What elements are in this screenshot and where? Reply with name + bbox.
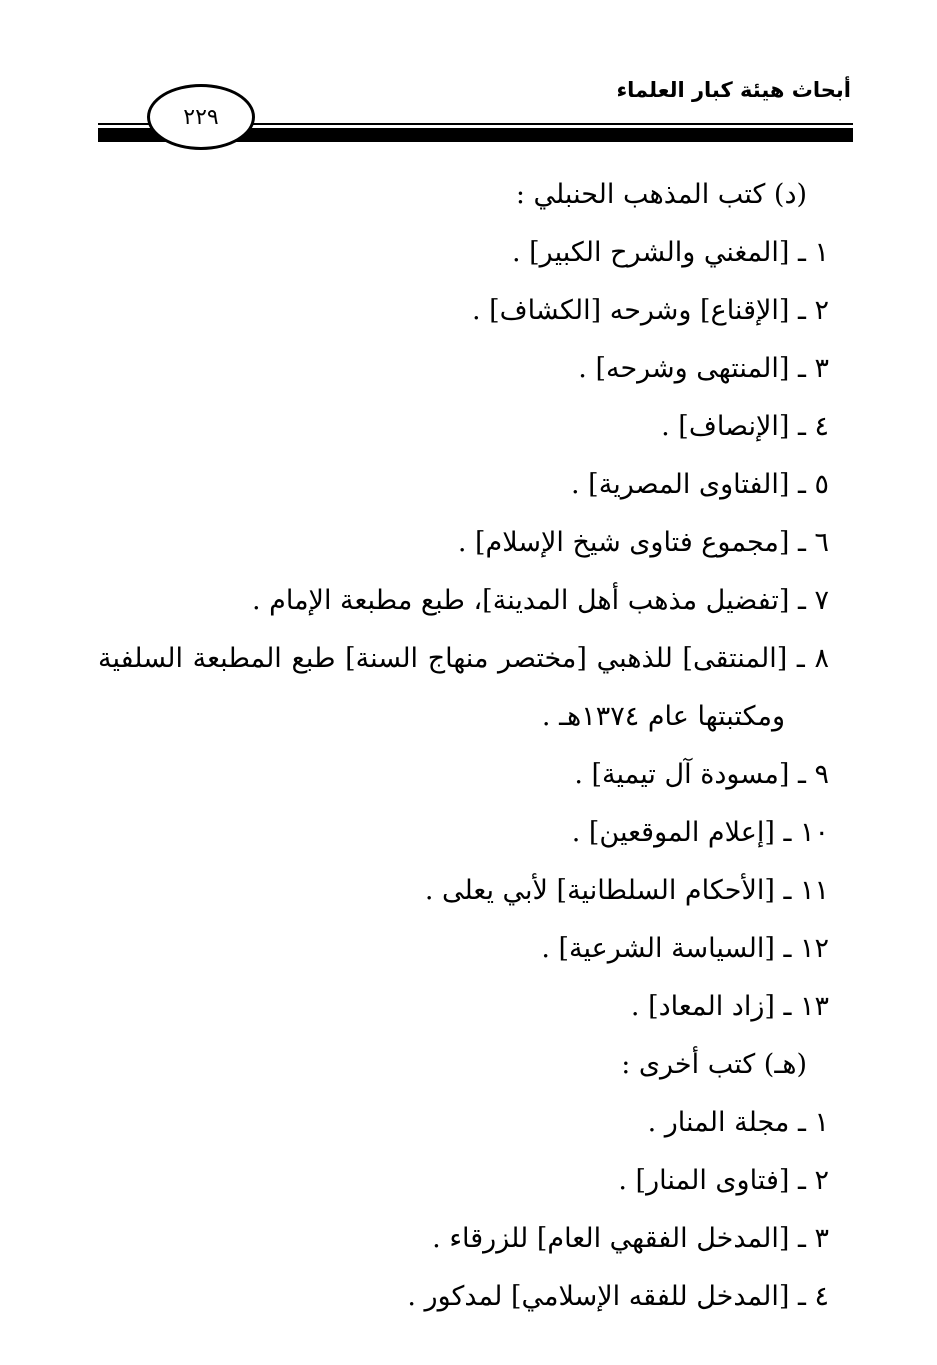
- list-item: ٣ ـ [المدخل الفقهي العام] للزرقاء .: [432, 1223, 829, 1254]
- list-item: ١٢ ـ [السياسة الشرعية] .: [541, 933, 829, 964]
- list-item: ٤ ـ [الإنصاف] .: [661, 411, 829, 442]
- page-number-oval: [147, 84, 255, 150]
- list-item: ١١ ـ [الأحكام السلطانية] لأبي يعلى .: [424, 875, 829, 906]
- section-d-heading: (د) كتب المذهب الحنبلي :: [515, 179, 807, 210]
- header-title: أبحاث هيئة كبار العلماء: [616, 78, 851, 102]
- list-item: ٧ ـ [تفضيل مذهب أهل المدينة]، طبع مطبعة الإمام .: [251, 585, 829, 616]
- list-item: ٢ ـ [فتاوى المنار] .: [618, 1165, 829, 1196]
- list-item: ٩ ـ [مسودة آل تيمية] .: [574, 759, 829, 790]
- section-h-heading: (هـ) كتب أخرى :: [621, 1049, 807, 1080]
- list-item: ١ ـ [المغني والشرح الكبير] .: [511, 237, 829, 268]
- list-item: ١٣ ـ [زاد المعاد] .: [630, 991, 829, 1022]
- list-item: ٣ ـ [المنتهى وشرحه] .: [578, 353, 829, 384]
- list-item: ١٠ ـ [إعلام الموقعين] .: [571, 817, 829, 848]
- list-item: ٦ ـ [مجموع فتاوى شيخ الإسلام] .: [457, 527, 829, 558]
- list-item-continuation: ومكتبتها عام ١٣٧٤هـ .: [541, 701, 785, 732]
- list-item: ٥ ـ [الفتاوى المصرية] .: [571, 469, 829, 500]
- list-item: ٤ ـ [المدخل للفقه الإسلامي] لمدكور .: [407, 1281, 829, 1312]
- page-body: [98, 166, 829, 1326]
- list-item: ١ ـ مجلة المنار .: [647, 1107, 829, 1138]
- list-item: ٨ ـ [المنتقى] للذهبي [مختصر منهاج السنة] طبع المطبعة السلفية: [98, 643, 829, 674]
- page-number: ٢٢٩: [183, 104, 219, 130]
- list-item: ٢ ـ [الإقناع] وشرحه [الكشاف] .: [471, 295, 829, 326]
